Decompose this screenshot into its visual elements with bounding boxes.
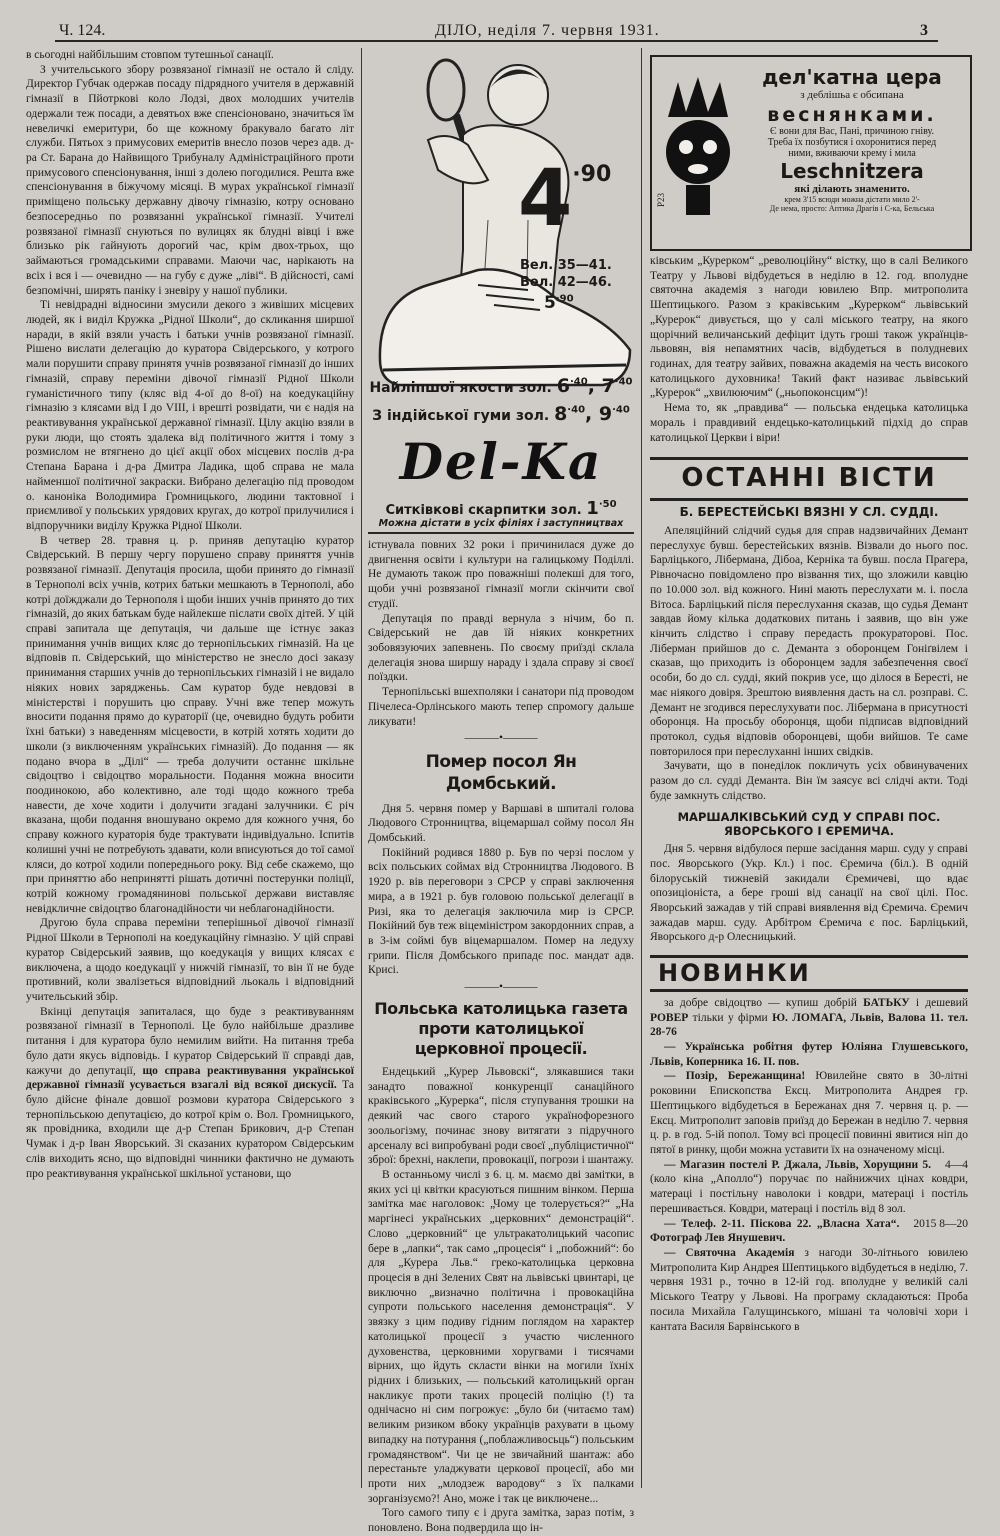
price-digit: 4 bbox=[518, 154, 573, 244]
text-run: з нагоди 30-літнього ювилею Митрополита Кир Андрея Шептицького відбудеться в неділю, 7. червня 1931 р., точно в 12-ій год. вполудне у великій салі Міського Театру у Львові. На програму складаються: Проба посила Михайла Галущинського, мішані та чоловічі хори і кантата Василя Барвінського в bbox=[650, 1247, 968, 1333]
paragraph: Зачувати, що в понеділок покличуть усіх обвинувачених разом до сл. судді Деманта. Він їм заясує всі слідчі акти. Тоді буде замкнуть слідство. bbox=[650, 760, 968, 802]
secondary-price: $5^{\cdot 90}$ bbox=[544, 292, 574, 313]
price-cents-value: 90 bbox=[559, 293, 574, 305]
hair-spikes-icon bbox=[668, 77, 728, 117]
paragraph: З учительського збору розвязаної гімназії не остало й сліду. Директор Губчак одержав посаду підрядного учителя в державній гімназії в Пйотркові коло Лодзі, двох молодших учителів одержали теж посади, а девятьох вже спенсіоновано, значиться їм невеличкі емеритури, бо ще кожному бракувало багато літ служби. Пятьох з примусових емеритів внесло позов через адв. д-ра Ст. Барана до Найвищого Трибуналу Адміністраційного проти примусового спенсіонування, інші з долею погодилися. Решта вже спенсіонування в біжучому місяці. В мурах української гімназії приміщено польську державну дівочу гімназію, котру основано безпосередньо по розвязанні української гімназії. Учителі розвязаної гімназії снуються по вулицях як блудні вівці і вже близько рік гайнують дорогий час, крім двох-трьох, що займаються громадськими справами. Маючи час, нарікають на всіх і вся і — очевидно — на губу є дуже „ліві“. В дійсності, самі безпомічні, ширять паніку і зневіру у нашої публики. bbox=[26, 63, 354, 297]
price-cents-value: 40 bbox=[571, 404, 586, 416]
price-digit: 9 bbox=[598, 403, 613, 425]
headline-line: церковної процесії. bbox=[414, 1038, 588, 1058]
price-value: $1^{\cdot 50}$ bbox=[586, 498, 617, 519]
ad-tagline: які ділають знаменито. bbox=[794, 183, 910, 195]
woman-face-illustration bbox=[658, 77, 738, 227]
headline-brest-prisoners: Б. БЕРЕСТЕЙСЬКІ ВЯЗНІ У СЛ. СУДДІ. bbox=[679, 504, 939, 519]
ad-title: дел'катна цера bbox=[762, 65, 942, 89]
news-item: — Телеф. 2-11. Піскова 22. „Власна Хата“. Фотограф Лев Янушевич. bbox=[650, 1217, 900, 1245]
price-cents-value: 40 bbox=[573, 376, 588, 388]
price-cents-value: 90 bbox=[580, 162, 612, 187]
price-value: $8^{\cdot 40}$, $9^{\cdot 40}$ bbox=[554, 403, 630, 425]
ad-keyword: веснянками. bbox=[767, 104, 937, 126]
paragraph: Другою була справа переміни теперішньої дівочої гімназії Рідної Школи в Тернополі на коедукаційну гімназію. У цій справі куратор Свідерський заявив, що коедукація у вищих клясах є виключена, а щодо коедукації у нижчій гімназії, то він її не буде противний, коли звалізеться відповідний льокаль і відповідний учительський збір. bbox=[26, 917, 354, 1003]
paragraph: Нема то, як „правдива“ — польська ендецька католицька мораль і правдивий ендецько-католицький підхід до справ католицької Церкви і віри! bbox=[650, 402, 968, 444]
paragraph: В останньому числі з 6. ц. м. маємо дві замітки, в яких усі ці квітки красуються пишним вінком. Перша замітка має наголовок: „Чому це толерується?“ „На маргінесі українських „церковних“ демонстрацій“. Слово „церковний“ це ультракатолицький часопис бере в „лапки“, так само „процесія“ і „побожний“: бо для „Курера Льв.“ греко-католицька церковна процесія в дні Зелених Свят на львівські цвинтарі, це виключно „визначно політична і провокаційна супроти польського населення демонстрація“. У звязку з цим подиву гідним поглядом на характер католицької процесії з участю численного духовенства, церковними хоругвами і тисячами вірних, що йдуть скласти вінки на могили їхніх рідних і близьких, — польський католицький орган накликує проти таких процесій поліцію (!) та однічасно ні сим погрожує: „було би (читаємо там) великим ризиком вбоку українців рахувати в цьому випадку на потурання („поблажливосьць“) польським громадянством“. Чи це не звичайний шантаж: або перестаньте уладжувати церкової процесії, або ми проти них „млодзеж вародову“ з їх палками зорганізуємо?! Ано, може і так це виключене... bbox=[368, 1168, 634, 1505]
paragraph: Ендецький „Курер Львовскі“, злякавшися таки занадто поважної конкуренції санаційного краківського „Курерка“, після ступування трошки на деякий час свого старого українофорезного зоольогізму, починає знову витягати з підручного арсеналу всі випробувані роди своєї „публіцистичної“ зброї: брехні, наклепи, провокації, погрози і шантажу. bbox=[368, 1065, 634, 1167]
section-banner-latest-news: ОСТАННІ ВІСТИ bbox=[650, 457, 968, 500]
ad-line: ними, вживаючи крему і мила bbox=[788, 148, 916, 159]
eye-icon bbox=[679, 140, 693, 154]
emphasis-text: — Позір, Бережанщина! bbox=[664, 1070, 806, 1083]
paragraph: Покійний родився 1880 р. Був по черзі послом у всіх польських соймах від Стронництва Людового. В 1920 р. вів переговори з СРСР у справі заключення мира, а в 1921 р. був головою польської делегації в Ризі, яка то делегація заключила мир із СРСР. Покійний був теж віцеміністром закордонних справ, а в 3-ім соймі був віцемаршалом. Помер на ледуху грипи. Після Домбського припадє пос. мандат адв. Крисі. bbox=[368, 846, 634, 977]
paragraph: В четвер 28. травня ц. р. приняв депутацію куратор Свідерський. В першу чергу порушено справу приняття учнів розвязаної гімназії. Депутація просила, щоби принято до гімназії в Тернополі всіх учнів, котрих батьки мешкають в Тернополі, або котрі доїжджали до Тернополя і щоби інших учнів принято до тих гімназій, до яких батькам буде найлекше післати своїх дітей. У цій справі запитала ще депутація, чи дальше ще істнує заказ принимання учнів вищих кляс до тернопільських гімназій. На це відповів п. Свідерський, що міністерство не знесло досі заказу принимання старших учнів до тернопільських гімназій і не видало ніяких нових зарядженьь. Сам куратор буде невдовзі в міністерстві і порушить цю справу. Учні вже тепер можуть вносити подання прямо до кураторії (це, очевидно будуть робити їхні батьки) з наведенням місцевости, в котрій хотять ходити до школи (з виключенням українських гімназій). До подання — як подано вчора в „Ділі“ — треба долучити останнє шкільне свідоцтво і свідоцтво моральности. Подання можна вносити поодинокою, або колективно, але тоді щодо кожного треба навести, де хоче ходити і долучити згадані залучники. Є річ вказана, щоби подання вношувано окремо для кожного учня, бо справу кожного кураторія буде трактувати індивідуально. Іспитів колишні учні не потребують здавати, коли вписуються до тої самої кляси, до котрої ходили попереднього року. Від себе скажемо, що при приняттю або непринятті рішать дотичні постерунки поліції, котрій кожному громадянинові польської держави виставляє невідкличне свідоцтво благонадійности чи неблагонадійности. bbox=[26, 534, 354, 915]
ad-line: Треба їх позбутися і охоронитися перед bbox=[767, 137, 937, 148]
emphasis-text: — Магазин постелі Р. Джала, Львів, Хорущини 5. bbox=[664, 1158, 931, 1171]
left-column bbox=[26, 48, 354, 1488]
news-item bbox=[650, 996, 968, 1040]
brand-logo: Del-Ka bbox=[399, 432, 603, 491]
price-label: З індійської гуми зол. bbox=[372, 408, 550, 424]
sizes-block bbox=[520, 258, 612, 314]
price-row bbox=[368, 498, 634, 519]
news-item bbox=[650, 1158, 968, 1230]
neck-icon bbox=[686, 185, 710, 215]
separator: ———•——— bbox=[464, 981, 538, 994]
ad-footer: Можна дістати в усіх філіях і заступництвах bbox=[378, 518, 624, 529]
mouth-icon bbox=[688, 164, 708, 174]
text-run: за добре свідоцтво — купиш добрій bbox=[664, 996, 864, 1009]
paragraph: Того самого типу є і друга замітка, зараз потім, з поновлено. Вона подвердила що ін- bbox=[368, 1507, 634, 1535]
size-range: Вел. 42—46. bbox=[520, 274, 612, 290]
paragraph: Дня 5. червня відбулося перше засідання марш. суду у справі пос. Яворського (Укр. Кл.) і пос. Єремича (біл.). В одній білоруській тижневій закидали Єремичеві, що вдає опозиціоніста, а бере гроші від санації на свої цілі. Пос. Яворський зажадав у тій справі виявлення від Єремича. Єремич зажадав марш. суду. Арбітром Єремича є пос. Барліцький, Яворського д-р Олесницький. bbox=[650, 843, 968, 944]
headline-marshal-court bbox=[650, 810, 968, 839]
text-run: тільки у фірми bbox=[688, 1011, 773, 1024]
paragraph: Ті невідрадні відносини змусили декого з живіших місцевих людей, як і виділ Кружка „Рідної Школи“, до скликання ширшої наради, в якій взяли участь і батьки учнів розвязаної гімназії. Рішено вислати делегацію до куратора Свідерського, у котрого мали порушити справу принятя учнів розвязаної гімназії до інших гімназій, справу переміни дівочої гімназії Рідної Школи гуманістичного типу (кляс від 4-ої до 8-ої) на коедукаційну гімназію з клясами від І до VIII, і врешті розвідати, чи є надія на реактивування української державної гімназії. Цілу акцію взяли в руки люди, що стоять здалека від політичного життя і тому з розмислом не втягнено до цієї акції обох місцевих послів д-ра Степана Барана і д-ра Дмитра Ладика, щоб справа не мала найменшої політичної закраски. Вибрано делегацію під проводом о. каноніка Володимира Громницького, людини тактовної і приємливої у польських урядових кругах, до котрої прилучилися і відпоручники виділу Кружка Рідної Школи. bbox=[26, 299, 354, 532]
news-item bbox=[650, 1246, 968, 1334]
paragraph: істнувала повних 32 роки і причинилася дуже до двигнення освіти і культури на галицькому Поділлі. Не думають також про поважніші полекші для того, щоби учні розвязаної гімназії могли скінчити свої студії. bbox=[368, 539, 634, 610]
news-item: — Українська робітня футер Юліяна Глушевського, Львів, Коперника 16. II. пов. bbox=[650, 1040, 968, 1068]
page-number: 3 bbox=[920, 22, 928, 39]
ad-brand: Leschnitzera bbox=[780, 159, 924, 183]
price-cents-value: 50 bbox=[602, 499, 617, 510]
column-divider bbox=[361, 48, 362, 1488]
shoe-advertisement bbox=[368, 50, 634, 530]
price-cents: ·90 bbox=[572, 162, 612, 187]
emphasis-text: що справа реактивування української державної гімназії усувається взагалі від всякої дискусії. bbox=[26, 1064, 354, 1092]
ad-line: Є вони для Вас, Пані, причиною гніву. bbox=[770, 126, 934, 137]
emphasis-text: Ю. ЛОМАГА, Львів, Валова 11. тел. 28-76 bbox=[650, 1011, 968, 1039]
issue-number: Ч. 124. bbox=[59, 22, 106, 39]
emphasis-text: БАТЬКУ bbox=[863, 996, 910, 1009]
right-column bbox=[650, 254, 968, 1489]
item-code: 2015 8—20 bbox=[913, 1217, 968, 1230]
price-label: Найліпшої якости зол. bbox=[369, 380, 552, 396]
paragraph: Дня 5. червня помер у Варшаві в шпиталі голова Людового Стронництва, віцемаршал сойму посол Ян Домбський. bbox=[368, 802, 634, 844]
masthead: ДІЛО, неділя 7. червня 1931. bbox=[435, 22, 660, 39]
headline-catholic-newspaper bbox=[368, 999, 634, 1059]
price-value: $6^{\cdot 40}$, $7^{\cdot 40}$ bbox=[556, 375, 633, 397]
size-range: Вел. 35—41. bbox=[520, 258, 612, 273]
paragraph bbox=[26, 1005, 354, 1182]
face-icon bbox=[666, 120, 730, 184]
page-header bbox=[55, 20, 938, 42]
price-digit: 6 bbox=[556, 375, 570, 397]
middle-column bbox=[368, 538, 635, 1535]
text-run: Ювилейне свято в 30-літні роковини Епископства Ексц. Митрополита Андрея гр. Шептицького відбудеться в Бережанах дня 7. червня ц. р. — Ексц. Митрополит заповів приїзд до Бережан в неділю 7. червня ц. р. в год. 5-ій попол. Тому всі процесії повинні явитися ніп до пятої в ринку, щоби можна уставити їх на означеному місці. bbox=[650, 1070, 968, 1156]
paragraph: Депутація по правді вернула з нічим, бо п. Свідерський не дав їй ніяких конкретних зобовязуючих запевнень. По своєму приїзді склала делегація знова ширшу нараду і здала справу зі своєї поїздки. bbox=[368, 612, 634, 684]
price-row bbox=[368, 403, 634, 425]
headline-line: Польська католицька газета проти католицької bbox=[374, 998, 628, 1038]
ad-code: P23 bbox=[656, 192, 666, 207]
racket-icon bbox=[428, 60, 464, 120]
price-digit: 1 bbox=[586, 498, 599, 519]
ad-footnote: Де нема, просто: Аптика Драгів і С-ка, Бельська bbox=[769, 204, 935, 213]
text-run: і дешевий bbox=[909, 996, 968, 1009]
emphasis-text: РОВЕР bbox=[650, 1011, 689, 1024]
headline-line: МАРШАЛКІВСЬКИЙ СУД У СПРАВІ ПОС. bbox=[677, 809, 941, 824]
text-run: Вкінці депутація запиталася, що буде з реактивуванням розвязаної гімназії в Тернополі. Це було найбільше дразливе питання і для куратора було немилим вийти. На питання треба було дати якусь відповідь. І куратор Свідерський її справді дав, кажучи до депутації, bbox=[26, 1005, 354, 1077]
paragraph: Тернопільські вшехполяки і санатори під проводом Пічелеса-Орлінського мають тепер спромогу дальше ликувати! bbox=[368, 686, 635, 728]
section-banner-news: НОВИНКИ bbox=[650, 955, 968, 992]
price-cents-value: 40 bbox=[615, 404, 630, 416]
text-run: (коло кіна „Аполло“) поручає по найнижчих цінах ковдри, матераці і постільну наволоки і ковдри, матераці і постіль перешивається. Ковдри, матераці і постіль від 8 зол. bbox=[650, 1173, 968, 1215]
ad-subtitle: з деблішьа є обсипана bbox=[800, 89, 904, 101]
eye-icon bbox=[703, 140, 717, 154]
cream-advertisement bbox=[650, 55, 972, 251]
paragraph: Апеляційний слідчий судья для справ надзвичайних Демант переслухує бувш. берестейських вязнів. Візвали до нього пос. Барліцького, Лібермана, Дібоа, Керніка та бувш. посла Прагера, Рівночасно повідомлено про візвання тих, що зложили кавцію по 10.000 зол. від кожного. Нині мають переслухати м. і. посла Вітоса. Барліцький після переслухання сказав, що судья Демант завдав йому кілька додаткових питань і заявив, що він уже кінчить слідство і справу передасть прокураторові. Пос. Ліберман прийшов до с. Деманта з оборонцем Гоніґвілем і сказав, що приходить із оборонцем задля забезпечення своєї особи, бо до сл. судді, який покрив усе, що ділося в Бересті, не має ніякого довіря. Зрештою виявлення дасть на сл. розправі. С. Демант не згодився переслухувати пос. Лібермана в присутності оборонця. На просьбу оборонця, щоби підписав відповідний протокол, судья відповів оборонцеві, щоби вийшов. Те саме повторилося при переслуханні інших свідків. bbox=[650, 524, 968, 758]
price-digit: 8 bbox=[554, 403, 568, 425]
ad-text bbox=[740, 65, 964, 213]
main-price bbox=[518, 154, 612, 244]
paragraph: в сьогодні найбільшим стовпом тутешньої санації. bbox=[26, 49, 274, 61]
price-cents-value: 40 bbox=[618, 376, 633, 388]
column-divider bbox=[641, 48, 642, 1488]
ad-footnote: крем 3'15 всюди можна дістати мило 2'- bbox=[784, 195, 920, 204]
price-label: Ситківкові скарпитки зол. bbox=[385, 503, 582, 518]
separator: ———•——— bbox=[464, 732, 538, 745]
price-digit: 7 bbox=[601, 375, 615, 397]
paragraph: ківським „Курерком“ „революційну“ вістку, що в салі Великого Театру у Львові відбудеться в неділю в 12. год. вполудне святочна академія з нагоди ювилею Впр. митрополита Шептицького. Разом з краківським „Курерком“ львівський „Курерок“ дивується, що у салі міського театру, на якого щорічний величанський дефіцит ідуть гроші також українців-львовян, вія непамятних часів, відбудеться в полудневих годинах, для театру зайвих, поважна академія на честь високого католицького духовника! Такий факт називає львівський „Курерок“ „хвилюючим“ („ньопоконсцим“)! bbox=[650, 255, 968, 400]
headline-dombsky: Помер посол Ян Домбський. bbox=[425, 752, 577, 794]
price-row bbox=[368, 375, 634, 397]
ad-bottom-rule bbox=[368, 532, 634, 534]
text-run: Та було дійсне фінале довшої розмови куратора Свідерського з тернопільською депутацією, до котрої крім о. Вол. Громницького, як провідника, входили ще д-р Степан Брикович, д-р Степан Чумак і д-р Іван Яворський. Зі сказаних куратором Свідерським слів виходить ясно, що відповідні чинники фактично не думають про реактивування української шкільної установи, що bbox=[26, 1079, 354, 1180]
item-code: 4—4 bbox=[945, 1158, 968, 1171]
emphasis-text: — Святочна Академія bbox=[664, 1247, 795, 1260]
price-digit: 5 bbox=[544, 292, 556, 313]
headline-line: ЯВОРСЬКОГО І ЄРЕМИЧА. bbox=[724, 824, 894, 839]
